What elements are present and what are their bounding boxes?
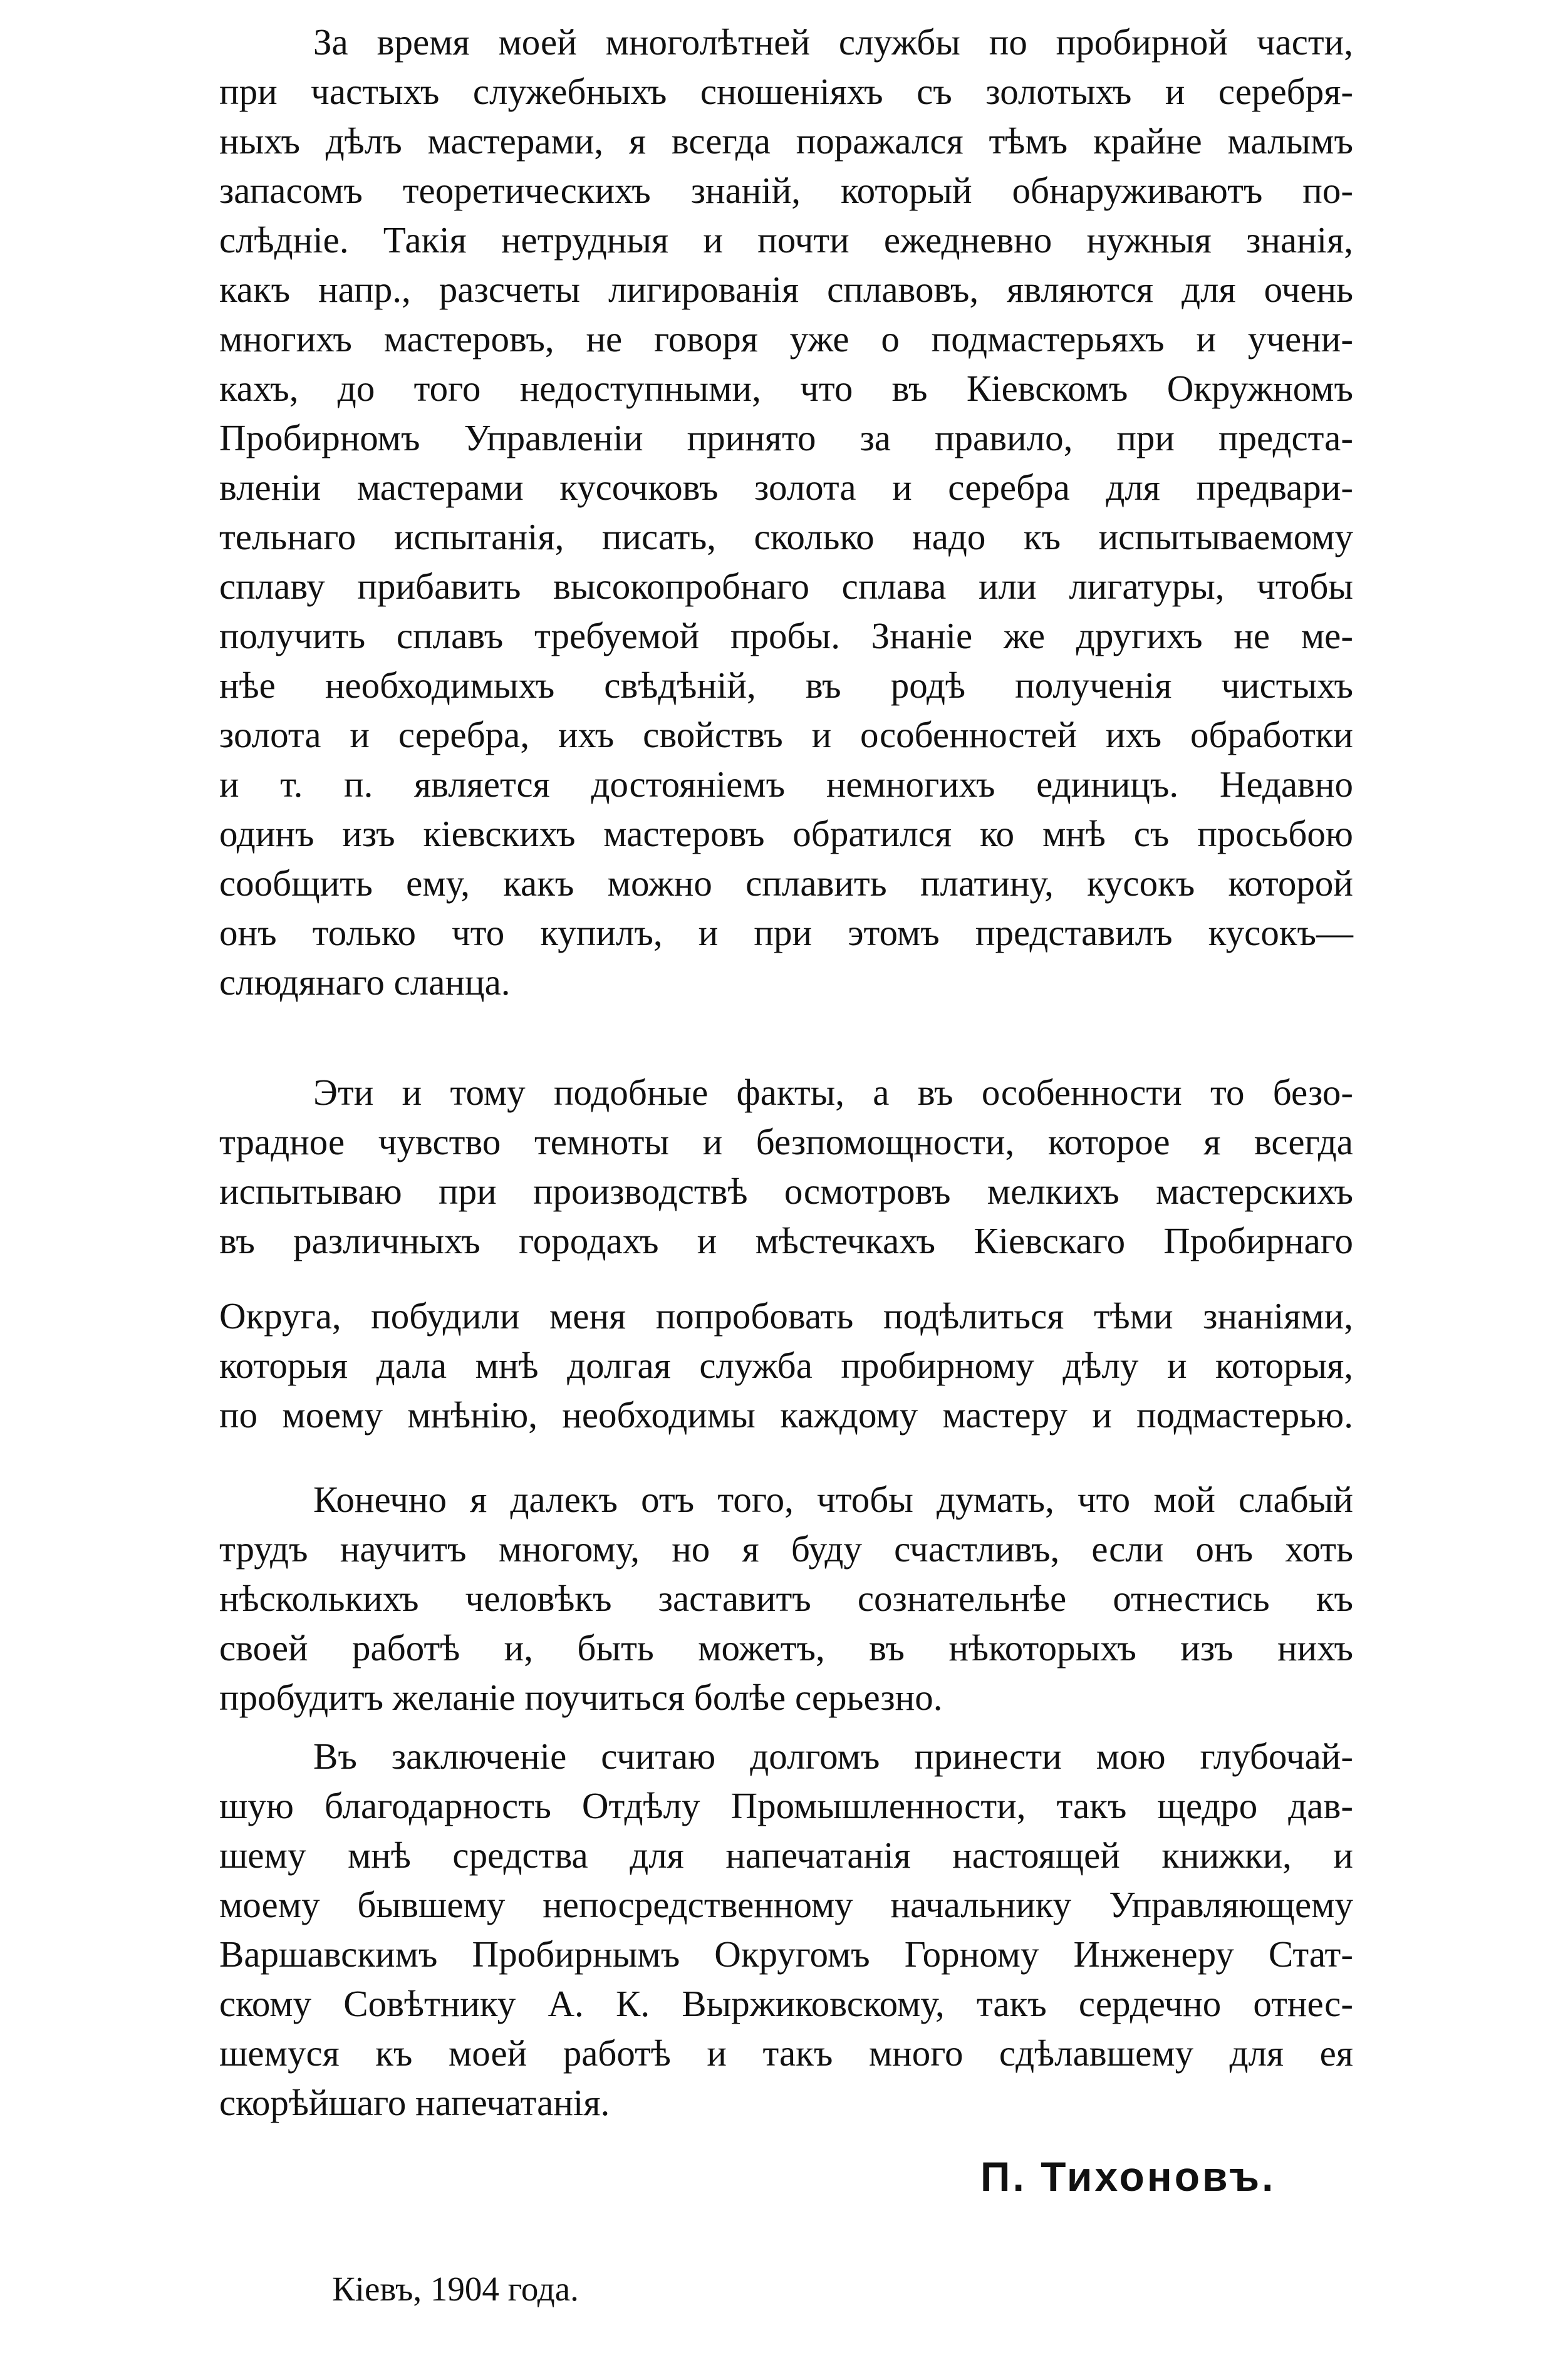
text-line: кахъ, до того недоступными, что въ Кіевскомъ Окружномъ bbox=[219, 368, 1353, 409]
paragraph-3 bbox=[219, 1475, 1353, 1722]
text-line: запасомъ теоретическихъ знаній, который обнаруживаютъ по- bbox=[219, 170, 1353, 211]
place-and-date: Кіевъ, 1904 года. bbox=[332, 2270, 579, 2308]
text-line: шему мнѣ средства для напечатанія настоящей книжки, и bbox=[219, 1834, 1353, 1876]
text-line: какъ напр., разсчеты лигированія сплавовъ, являются для очень bbox=[219, 269, 1353, 310]
text-line: Конечно я далекъ отъ того, чтобы думать, что мой слабый bbox=[313, 1479, 1353, 1520]
text-line: многихъ мастеровъ, не говоря уже о подмастерьяхъ и учени- bbox=[219, 318, 1353, 360]
text-line: онъ только что купилъ, и при этомъ представилъ кусокъ— bbox=[219, 912, 1353, 953]
text-line: шемуся къ моей работѣ и такъ много сдѣлавшему для ея bbox=[219, 2032, 1353, 2074]
text-line: нѣе необходимыхъ свѣдѣній, въ родѣ полученія чистыхъ bbox=[219, 665, 1353, 706]
text-line: трудъ научитъ многому, но я буду счастливъ, если онъ хоть bbox=[219, 1528, 1353, 1570]
text-line: одинъ изъ кіевскихъ мастеровъ обратился ко мнѣ съ просьбою bbox=[219, 813, 1353, 854]
text-line: золота и серебра, ихъ свойствъ и особенностей ихъ обработки bbox=[219, 714, 1353, 755]
paragraph-1 bbox=[219, 18, 1353, 1007]
text-line: въ различныхъ городахъ и мѣстечкахъ Кіевскаго Пробирнаго bbox=[219, 1220, 1353, 1261]
text-line: слюдянаго сланца. bbox=[219, 961, 511, 1003]
text-line: тельнаго испытанія, писать, сколько надо къ испытываемому bbox=[219, 516, 1353, 557]
text-line: которыя дала мнѣ долгая служба пробирному дѣлу и которыя, bbox=[219, 1345, 1353, 1386]
text-line: пробудитъ желаніе поучиться болѣе серьезно. bbox=[219, 1677, 943, 1718]
text-line: Эти и тому подобные факты, а въ особенности то безо- bbox=[313, 1072, 1353, 1113]
text-line: слѣдніе. Такія нетрудныя и почти ежедневно нужныя знанія, bbox=[219, 219, 1353, 261]
text-line: при частыхъ служебныхъ сношеніяхъ съ золотыхъ и серебря- bbox=[219, 71, 1353, 112]
text-line: Варшавскимъ Пробирнымъ Округомъ Горному Инженеру Стат- bbox=[219, 1933, 1353, 1975]
text-line: по моему мнѣнію, необходимы каждому мастеру и подмастерью. bbox=[219, 1394, 1353, 1436]
text-line: своей работѣ и, быть можетъ, въ нѣкоторыхъ изъ нихъ bbox=[219, 1627, 1353, 1669]
text-line: скорѣйшаго напечатанія. bbox=[219, 2082, 610, 2123]
text-line: Въ заключеніе считаю долгомъ принести мою глубочай- bbox=[313, 1736, 1353, 1777]
text-line: получить сплавъ требуемой пробы. Знаніе же другихъ не ме- bbox=[219, 615, 1353, 656]
text-line: моему бывшему непосредственному начальнику Управляющему bbox=[219, 1884, 1353, 1925]
text-line: Округа, побудили меня попробовать подѣлиться тѣми знаніями, bbox=[219, 1295, 1353, 1337]
paragraph-2 bbox=[219, 1068, 1353, 1440]
author-signature: П. Тихоновъ. bbox=[980, 2153, 1276, 2200]
text-line: сплаву прибавить высокопробнаго сплава или лигатуры, чтобы bbox=[219, 566, 1353, 607]
text-line: вленіи мастерами кусочковъ золота и серебра для предвари- bbox=[219, 467, 1353, 508]
text-line: Пробирномъ Управленіи принято за правило, при предста- bbox=[219, 417, 1353, 458]
text-line: За время моей многолѣтней службы по пробирной части, bbox=[313, 21, 1353, 63]
text-line: ныхъ дѣлъ мастерами, я всегда поражался тѣмъ крайне малымъ bbox=[219, 120, 1353, 162]
text-line: нѣсколькихъ человѣкъ заставитъ сознательнѣе отнестись къ bbox=[219, 1578, 1353, 1619]
text-line: шую благодарность Отдѣлу Промышленности, такъ щедро дав- bbox=[219, 1785, 1353, 1826]
paragraph-4 bbox=[219, 1732, 1353, 2128]
text-line: скому Совѣтнику А. К. Выржиковскому, такъ сердечно отнес- bbox=[219, 1983, 1353, 2024]
text-line: сообщить ему, какъ можно сплавить платину, кусокъ которой bbox=[219, 862, 1353, 904]
text-line: испытываю при производствѣ осмотровъ мелкихъ мастерскихъ bbox=[219, 1171, 1353, 1212]
text-line: традное чувство темноты и безпомощности, которое я всегда bbox=[219, 1121, 1353, 1162]
text-line: и т. п. является достояніемъ немногихъ единицъ. Недавно bbox=[219, 763, 1353, 805]
